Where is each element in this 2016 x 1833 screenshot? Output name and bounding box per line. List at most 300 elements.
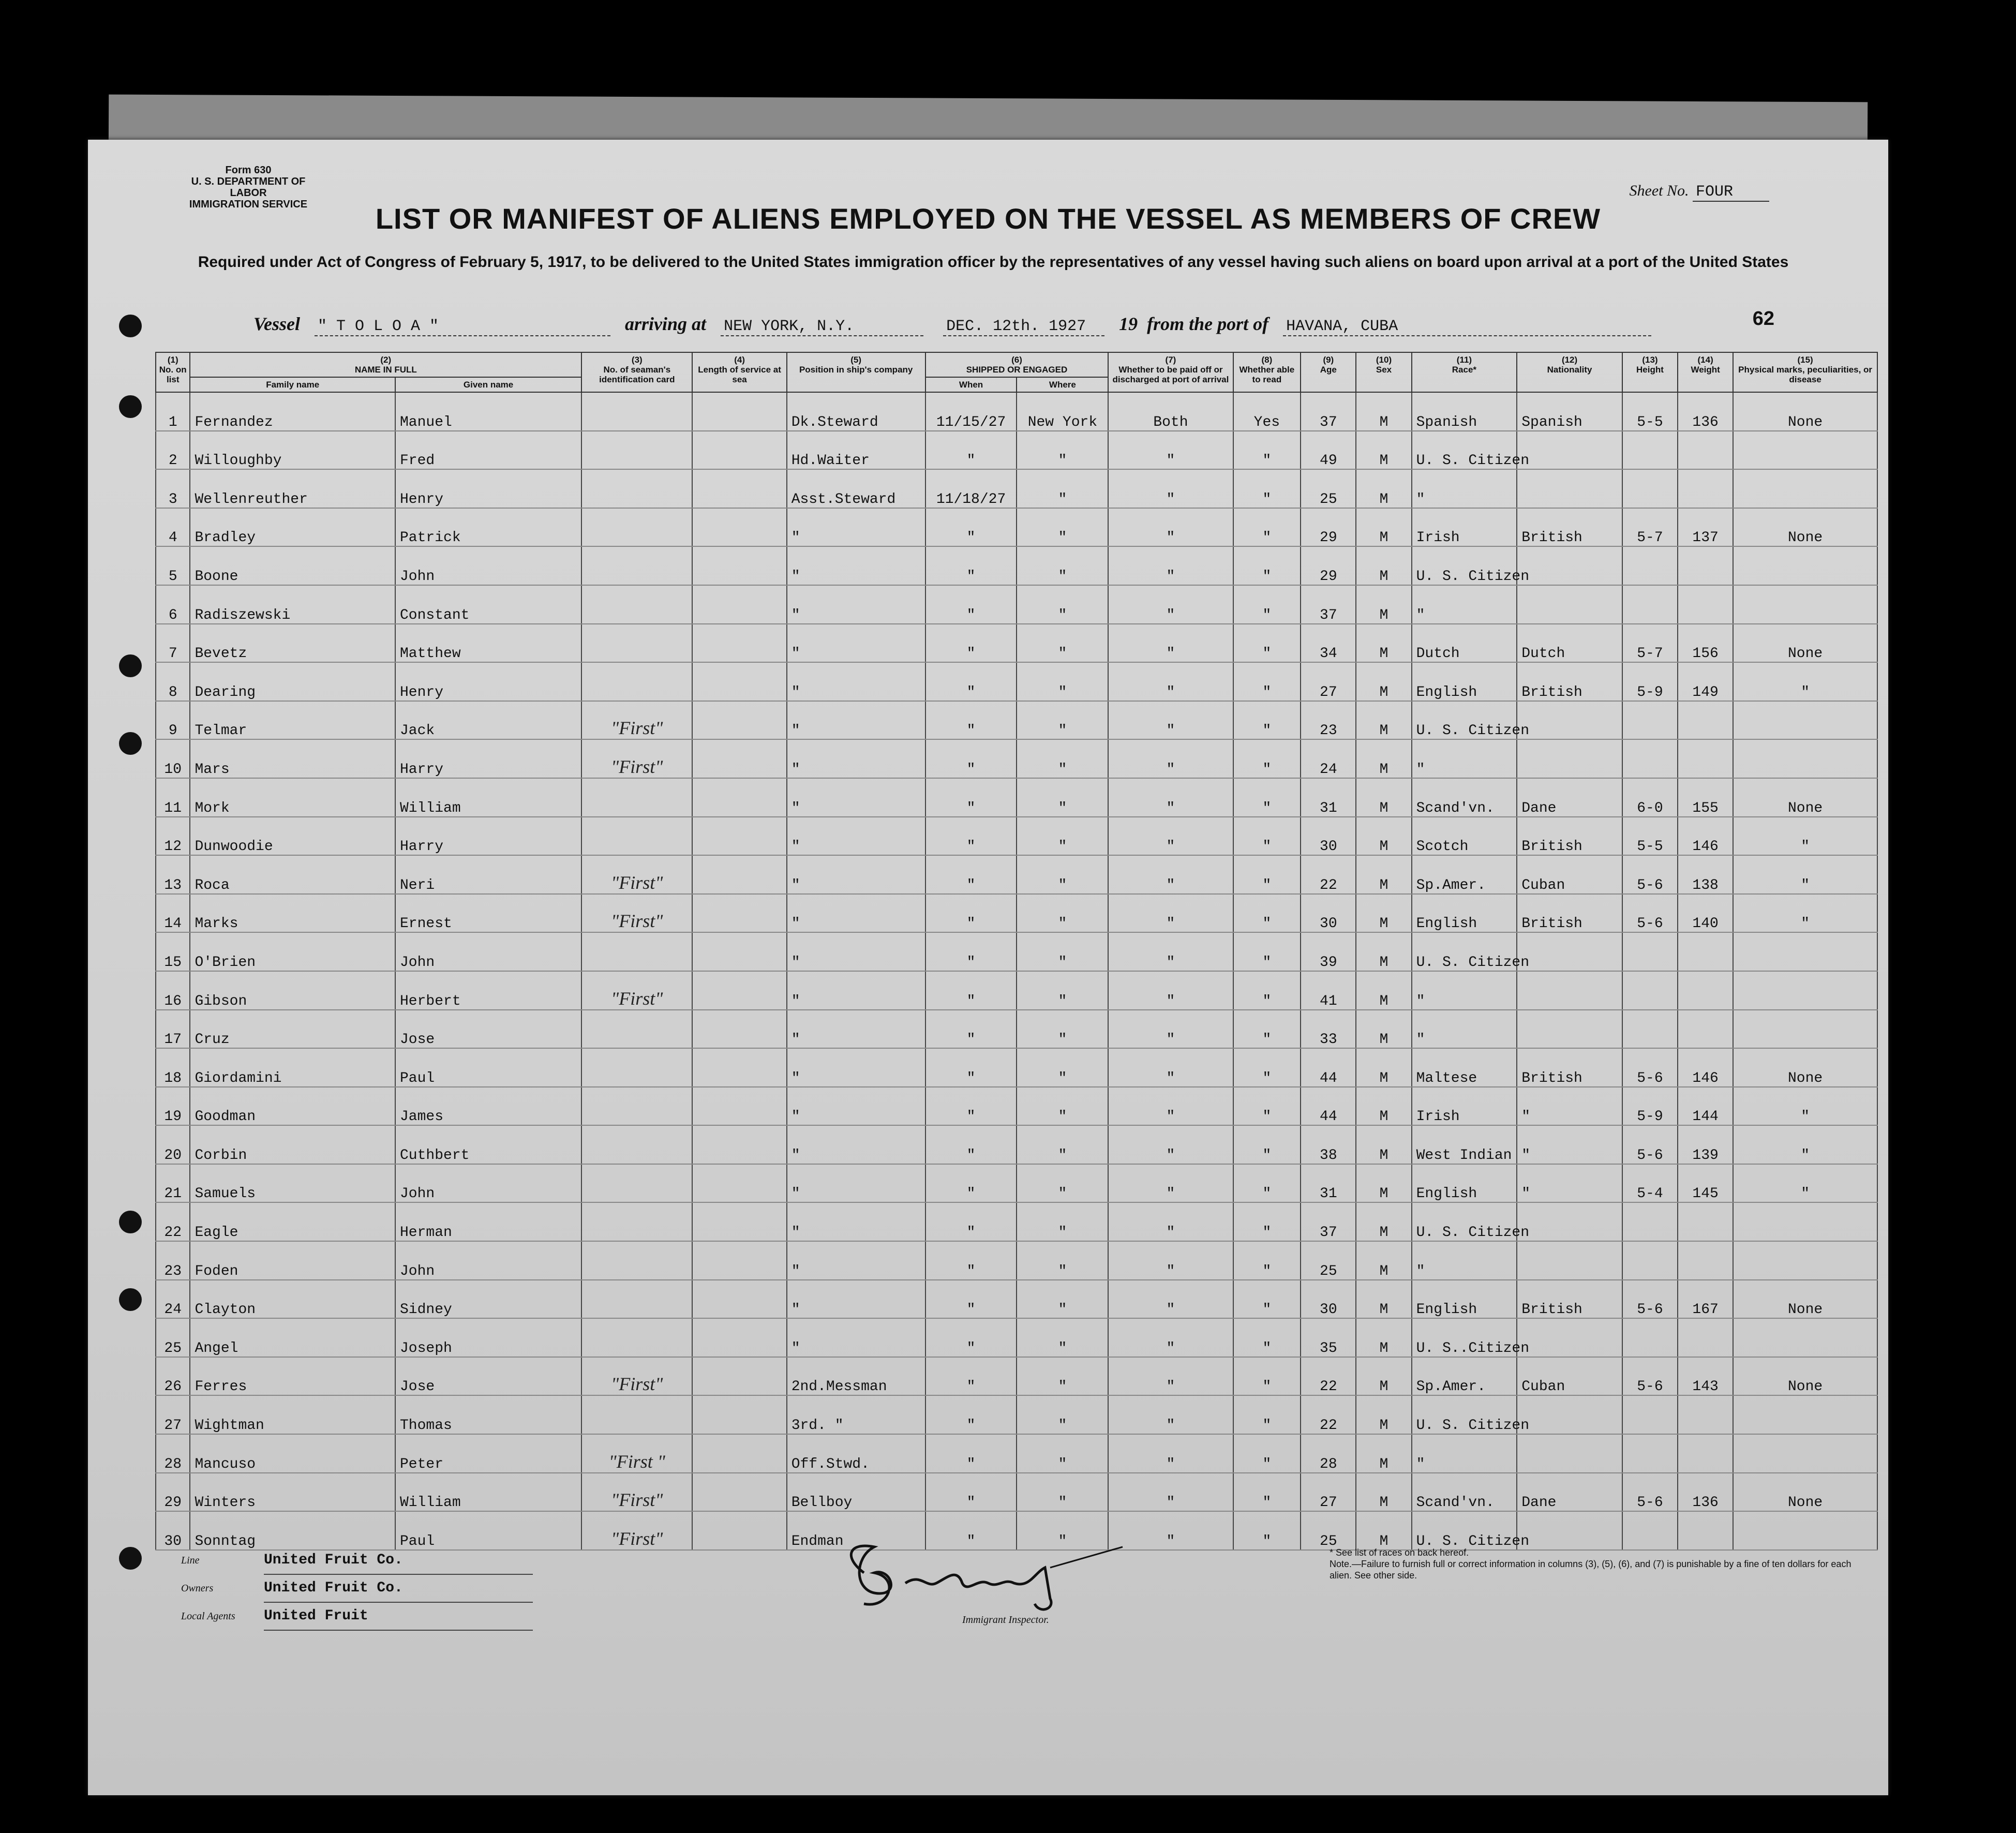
cell-marks: " (1733, 1087, 1877, 1126)
cell-service (692, 1241, 786, 1280)
header-shipped: (6) SHIPPED OR ENGAGED (925, 352, 1109, 377)
cell-race: U. S. Citizen (1412, 1202, 1517, 1241)
cell-nationality: British (1517, 662, 1622, 701)
cell-paid: " (1108, 1125, 1233, 1164)
agents-value: United Fruit (264, 1603, 533, 1631)
cell-height (1622, 1434, 1678, 1473)
cell-given: Jose (395, 1357, 581, 1396)
cell-position: " (787, 1125, 925, 1164)
cell-race: Spanish (1412, 392, 1517, 431)
cell-no: 13 (156, 855, 190, 894)
cell-when: " (925, 1280, 1017, 1319)
cell-read: " (1233, 1473, 1301, 1512)
cell-given: Fred (395, 431, 581, 470)
cell-marks: None (1733, 1048, 1877, 1087)
inspector-label: Immigrant Inspector. (962, 1614, 1049, 1626)
cell-when: " (925, 508, 1017, 547)
header-physical: (15) Physical marks, peculiarities, or disease (1733, 352, 1877, 392)
table-row (156, 1087, 1877, 1126)
cell-when: " (925, 624, 1017, 663)
cell-sex: M (1356, 971, 1411, 1010)
cell-height (1622, 546, 1678, 585)
cell-paid: " (1108, 546, 1233, 585)
cell-marks (1733, 1010, 1877, 1049)
cell-nationality (1517, 1241, 1622, 1280)
cell-family: Gibson (190, 971, 395, 1010)
cell-when: " (925, 1241, 1017, 1280)
table-row (156, 508, 1877, 547)
cell-marks (1733, 546, 1877, 585)
cell-read: " (1233, 624, 1301, 663)
crew-rows (156, 392, 1877, 1550)
cell-position: Bellboy (787, 1473, 925, 1512)
cell-nationality: British (1517, 508, 1622, 547)
owners-label: Owners (181, 1583, 214, 1594)
cell-race: Maltese (1412, 1048, 1517, 1087)
cell-position: Endman (787, 1511, 925, 1550)
cell-weight: 136 (1678, 1473, 1733, 1512)
cell-race: English (1412, 662, 1517, 701)
table-row (156, 1241, 1877, 1280)
cell-height (1622, 1511, 1678, 1550)
cell-service (692, 1087, 786, 1126)
cell-where: " (1017, 585, 1108, 624)
cell-weight (1678, 1511, 1733, 1550)
cell-when: 11/15/27 (925, 392, 1017, 431)
cell-when: " (925, 971, 1017, 1010)
cell-paid: " (1108, 431, 1233, 470)
cell-paid: " (1108, 585, 1233, 624)
cell-when: " (925, 1511, 1017, 1550)
cell-when: " (925, 701, 1017, 740)
cell-family: Telmar (190, 701, 395, 740)
cell-race: Scand'vn. (1412, 1473, 1517, 1512)
cell-service (692, 1202, 786, 1241)
cell-nationality: Cuban (1517, 855, 1622, 894)
cell-service (692, 1048, 786, 1087)
cell-position: " (787, 778, 925, 817)
cell-age: 34 (1301, 624, 1356, 663)
cell-given: John (395, 1241, 581, 1280)
header-family-name: Family name (190, 377, 395, 392)
cell-position: " (787, 624, 925, 663)
cell-read: " (1233, 1241, 1301, 1280)
cell-height: 5-5 (1622, 392, 1678, 431)
line-label: Line (181, 1555, 200, 1566)
cell-where: " (1017, 1511, 1108, 1550)
cell-when: " (925, 546, 1017, 585)
cell-nationality: Spanish (1517, 392, 1622, 431)
cell-when: 11/18/27 (925, 469, 1017, 508)
cell-race: U. S. Citizen (1412, 431, 1517, 470)
cell-weight (1678, 1010, 1733, 1049)
cell-position: Dk.Steward (787, 392, 925, 431)
cell-when: " (925, 1434, 1017, 1473)
cell-sex: M (1356, 1318, 1411, 1357)
cell-race: " (1412, 1241, 1517, 1280)
cell-height (1622, 932, 1678, 971)
cell-card: "First" (581, 701, 692, 740)
cell-marks: None (1733, 1357, 1877, 1396)
cell-no: 2 (156, 431, 190, 470)
cell-height (1622, 1241, 1678, 1280)
cell-where: " (1017, 1395, 1108, 1434)
cell-height (1622, 1318, 1678, 1357)
cell-position: Asst.Steward (787, 469, 925, 508)
cell-sex: M (1356, 1125, 1411, 1164)
cell-marks (1733, 739, 1877, 778)
cell-no: 23 (156, 1241, 190, 1280)
cell-age: 49 (1301, 431, 1356, 470)
cell-nationality (1517, 1511, 1622, 1550)
cell-nationality (1517, 469, 1622, 508)
header-name: (2) NAME IN FULL (190, 352, 581, 377)
table-row (156, 1164, 1877, 1203)
cell-paid: " (1108, 971, 1233, 1010)
cell-age: 31 (1301, 778, 1356, 817)
cell-where: " (1017, 1164, 1108, 1203)
cell-sex: M (1356, 701, 1411, 740)
cell-position: " (787, 817, 925, 856)
cell-weight (1678, 1318, 1733, 1357)
cell-marks (1733, 585, 1877, 624)
table-row (156, 431, 1877, 470)
cell-race: English (1412, 1280, 1517, 1319)
cell-family: Radiszewski (190, 585, 395, 624)
cell-sex: M (1356, 1511, 1411, 1550)
cell-weight: 146 (1678, 1048, 1733, 1087)
cell-given: John (395, 546, 581, 585)
table-row (156, 1434, 1877, 1473)
cell-sex: M (1356, 508, 1411, 547)
cell-sex: M (1356, 392, 1411, 431)
cell-race: U. S..Citizen (1412, 1318, 1517, 1357)
header-paid-off: (7) Whether to be paid off or discharged at port of arrival (1108, 352, 1233, 392)
arrival-date: DEC. 12th. 1927 (943, 318, 1104, 336)
cell-read: " (1233, 817, 1301, 856)
cell-card (581, 1087, 692, 1126)
cell-service (692, 392, 786, 431)
cell-marks (1733, 971, 1877, 1010)
cell-position: " (787, 508, 925, 547)
cell-nationality (1517, 1318, 1622, 1357)
cell-given: William (395, 1473, 581, 1512)
cell-family: Fernandez (190, 392, 395, 431)
cell-service (692, 855, 786, 894)
cell-paid: " (1108, 1511, 1233, 1550)
cell-weight: 156 (1678, 624, 1733, 663)
cell-position: " (787, 739, 925, 778)
cell-where: " (1017, 1125, 1108, 1164)
cell-nationality: Cuban (1517, 1357, 1622, 1396)
cell-no: 27 (156, 1395, 190, 1434)
cell-no: 19 (156, 1087, 190, 1126)
cell-read: " (1233, 585, 1301, 624)
cell-height: 5-4 (1622, 1164, 1678, 1203)
cell-nationality: " (1517, 1125, 1622, 1164)
cell-marks (1733, 701, 1877, 740)
cell-when: " (925, 778, 1017, 817)
cell-family: Willoughby (190, 431, 395, 470)
cell-weight (1678, 546, 1733, 585)
cell-age: 28 (1301, 1434, 1356, 1473)
departure-port: HAVANA, CUBA (1283, 318, 1651, 336)
cell-no: 16 (156, 971, 190, 1010)
cell-paid: " (1108, 739, 1233, 778)
cell-nationality (1517, 971, 1622, 1010)
cell-family: Angel (190, 1318, 395, 1357)
cell-paid: " (1108, 1395, 1233, 1434)
cell-race: U. S. Citizen (1412, 1395, 1517, 1434)
cell-race: Irish (1412, 1087, 1517, 1126)
cell-given: Matthew (395, 624, 581, 663)
cell-position: " (787, 894, 925, 933)
cell-sex: M (1356, 855, 1411, 894)
header-position: (5) Position in ship's company (787, 352, 925, 392)
cell-when: " (925, 1318, 1017, 1357)
cell-height: 5-6 (1622, 1357, 1678, 1396)
header-age: (9) Age (1301, 352, 1356, 392)
header-nationality: (12) Nationality (1517, 352, 1622, 392)
cell-given: James (395, 1087, 581, 1126)
cell-sex: M (1356, 1087, 1411, 1126)
cell-read: " (1233, 1010, 1301, 1049)
cell-sex: M (1356, 817, 1411, 856)
cell-no: 7 (156, 624, 190, 663)
cell-no: 1 (156, 392, 190, 431)
cell-given: Herbert (395, 971, 581, 1010)
cell-given: John (395, 1164, 581, 1203)
cell-marks (1733, 1395, 1877, 1434)
cell-weight: 143 (1678, 1357, 1733, 1396)
cell-race: Scand'vn. (1412, 778, 1517, 817)
cell-service (692, 778, 786, 817)
cell-given: William (395, 778, 581, 817)
cell-where: " (1017, 1434, 1108, 1473)
cell-given: Cuthbert (395, 1125, 581, 1164)
cell-read: " (1233, 1511, 1301, 1550)
cell-card (581, 778, 692, 817)
cell-sex: M (1356, 662, 1411, 701)
cell-race: Scotch (1412, 817, 1517, 856)
cell-height (1622, 431, 1678, 470)
cell-no: 4 (156, 508, 190, 547)
cell-service (692, 1511, 786, 1550)
cell-paid: " (1108, 855, 1233, 894)
cell-service (692, 1434, 786, 1473)
table-row (156, 1473, 1877, 1512)
cell-age: 27 (1301, 662, 1356, 701)
cell-sex: M (1356, 1280, 1411, 1319)
cell-read: " (1233, 546, 1301, 585)
cell-age: 29 (1301, 546, 1356, 585)
cell-given: Henry (395, 662, 581, 701)
cell-paid: " (1108, 1010, 1233, 1049)
cell-service (692, 1473, 786, 1512)
cell-family: Cruz (190, 1010, 395, 1049)
cell-where: " (1017, 1241, 1108, 1280)
cell-card (581, 469, 692, 508)
cell-sex: M (1356, 1434, 1411, 1473)
sheet-number (1630, 182, 1770, 201)
cell-card: "First" (581, 971, 692, 1010)
cell-card (581, 1164, 692, 1203)
cell-no: 10 (156, 739, 190, 778)
cell-when: " (925, 1473, 1017, 1512)
cell-given: Henry (395, 469, 581, 508)
cell-race: English (1412, 894, 1517, 933)
cell-race: " (1412, 585, 1517, 624)
cell-no: 12 (156, 817, 190, 856)
cell-service (692, 1010, 786, 1049)
page-title: LIST OR MANIFEST OF ALIENS EMPLOYED ON THE VESSEL AS MEMBERS OF CREW (375, 202, 1601, 235)
header-sex: (10) Sex (1356, 352, 1411, 392)
penalty-note: Note.—Failure to furnish full or correct information in columns (3), (5), (6), and (7) is punishable by a fine of ten dollars for each alien. See other side. (1330, 1559, 1851, 1581)
cell-paid: " (1108, 662, 1233, 701)
cell-age: 37 (1301, 1202, 1356, 1241)
cell-given: Patrick (395, 508, 581, 547)
cell-weight (1678, 932, 1733, 971)
cell-when: " (925, 1125, 1017, 1164)
cell-position: " (787, 1048, 925, 1087)
cell-position: " (787, 1087, 925, 1126)
cell-height: 5-6 (1622, 1048, 1678, 1087)
cell-where: " (1017, 971, 1108, 1010)
vessel-name: " T O L O A " (315, 318, 610, 336)
cell-no: 15 (156, 932, 190, 971)
cell-given: Herman (395, 1202, 581, 1241)
header-given-name: Given name (395, 377, 581, 392)
cell-height (1622, 469, 1678, 508)
cell-card (581, 817, 692, 856)
table-row (156, 701, 1877, 740)
cell-weight: 144 (1678, 1087, 1733, 1126)
cell-age: 37 (1301, 392, 1356, 431)
cell-sex: M (1356, 739, 1411, 778)
cell-marks: " (1733, 1125, 1877, 1164)
cell-family: Dunwoodie (190, 817, 395, 856)
cell-given: Jose (395, 1010, 581, 1049)
cell-marks: None (1733, 508, 1877, 547)
cell-card (581, 1048, 692, 1087)
cell-no: 3 (156, 469, 190, 508)
cell-race: English (1412, 1164, 1517, 1203)
cell-where: " (1017, 1048, 1108, 1087)
cell-position: Hd.Waiter (787, 431, 925, 470)
cell-no: 30 (156, 1511, 190, 1550)
cell-sex: M (1356, 778, 1411, 817)
cell-card (581, 546, 692, 585)
cell-read: " (1233, 1125, 1301, 1164)
cell-weight: 139 (1678, 1125, 1733, 1164)
owners-value: United Fruit Co. (264, 1575, 533, 1603)
cell-sex: M (1356, 1473, 1411, 1512)
cell-nationality (1517, 585, 1622, 624)
cell-age: 22 (1301, 855, 1356, 894)
cell-marks: " (1733, 817, 1877, 856)
cell-height: 5-9 (1622, 1087, 1678, 1126)
cell-position: " (787, 1202, 925, 1241)
cell-age: 29 (1301, 508, 1356, 547)
cell-nationality (1517, 1202, 1622, 1241)
cell-sex: M (1356, 932, 1411, 971)
cell-where: " (1017, 778, 1108, 817)
footer-notes (1330, 1547, 1868, 1581)
cell-card (581, 1241, 692, 1280)
cell-height (1622, 1202, 1678, 1241)
cell-family: Wellenreuther (190, 469, 395, 508)
cell-age: 44 (1301, 1087, 1356, 1126)
cell-weight (1678, 739, 1733, 778)
cell-when: " (925, 1164, 1017, 1203)
cell-nationality: " (1517, 1087, 1622, 1126)
cell-position: " (787, 855, 925, 894)
cell-when: " (925, 1048, 1017, 1087)
cell-weight (1678, 971, 1733, 1010)
cell-when: " (925, 585, 1017, 624)
cell-nationality: Dane (1517, 1473, 1622, 1512)
cell-sex: M (1356, 1241, 1411, 1280)
cell-given: Harry (395, 817, 581, 856)
cell-when: " (925, 1202, 1017, 1241)
cell-no: 20 (156, 1125, 190, 1164)
cell-where: " (1017, 469, 1108, 508)
cell-no: 17 (156, 1010, 190, 1049)
page-subtitle: Required under Act of Congress of February 5, 1917, to be delivered to the United States immigration officer by the representatives of any vessel having such aliens on board upon arrival at a port of the United States (198, 254, 1789, 271)
cell-read: " (1233, 1087, 1301, 1126)
cell-when: " (925, 1010, 1017, 1049)
cell-sex: M (1356, 1357, 1411, 1396)
page-number: 62 (1752, 308, 1774, 330)
cell-age: 33 (1301, 1010, 1356, 1049)
cell-given: Paul (395, 1511, 581, 1550)
table-row (156, 739, 1877, 778)
cell-where: " (1017, 546, 1108, 585)
cell-family: Corbin (190, 1125, 395, 1164)
cell-read: " (1233, 1280, 1301, 1319)
cell-height: 5-6 (1622, 1473, 1678, 1512)
cell-service (692, 1318, 786, 1357)
cell-card: "First" (581, 894, 692, 933)
cell-when: " (925, 932, 1017, 971)
cell-card (581, 1125, 692, 1164)
cell-given: Jack (395, 701, 581, 740)
cell-family: Mars (190, 739, 395, 778)
cell-nationality: British (1517, 894, 1622, 933)
cell-height: 5-6 (1622, 894, 1678, 933)
cell-sex: M (1356, 1395, 1411, 1434)
cell-no: 14 (156, 894, 190, 933)
cell-position: " (787, 1164, 925, 1203)
cell-read: " (1233, 894, 1301, 933)
sheet-label: Sheet No. (1629, 182, 1689, 199)
cell-nationality (1517, 1010, 1622, 1049)
cell-paid: " (1108, 1202, 1233, 1241)
cell-nationality (1517, 1395, 1622, 1434)
cell-position: 3rd. " (787, 1395, 925, 1434)
agents-label: Local Agents (181, 1611, 235, 1622)
cell-family: Goodman (190, 1087, 395, 1126)
cell-given: Ernest (395, 894, 581, 933)
cell-service (692, 585, 786, 624)
cell-service (692, 1395, 786, 1434)
table-row (156, 894, 1877, 933)
table-row (156, 1280, 1877, 1319)
cell-marks: None (1733, 392, 1877, 431)
cell-where: " (1017, 817, 1108, 856)
cell-nationality (1517, 546, 1622, 585)
cell-given: John (395, 932, 581, 971)
